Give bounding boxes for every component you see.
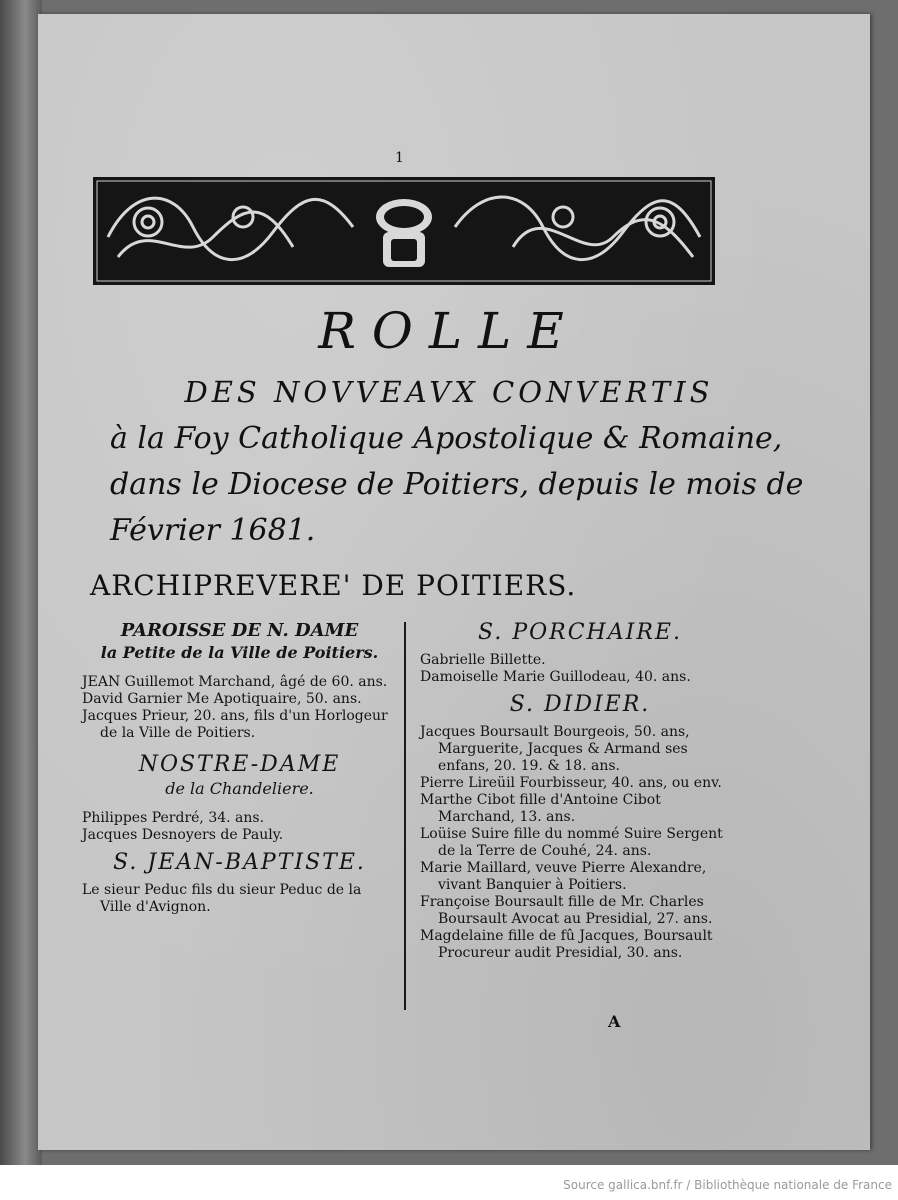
register-entry: Jacques Prieur, 20. ans, fils d'un Horlogeur de la Ville de Poitiers. xyxy=(82,708,388,741)
page-number: 1 xyxy=(395,150,404,166)
register-entry: Jacques Boursault Bourgeois, 50. ans, Marguerite, Jacques & Armand ses enfans, 20. 19. & 18. ans. xyxy=(420,724,690,774)
decorative-headpiece xyxy=(93,177,715,285)
title-line: Février 1681. xyxy=(110,513,316,548)
register-entry: Marie Maillard, veuve Pierre Alexandre, vivant Banquier à Poitiers. xyxy=(420,860,707,893)
parish-heading-sub: la Petite de la Ville de Poitiers. xyxy=(100,643,379,662)
parish-heading: S. PORCHAIRE. xyxy=(478,620,682,645)
parish-heading: S. JEAN-BAPTISTE. xyxy=(113,850,366,875)
right-column xyxy=(420,620,740,962)
parish-heading: PAROISSE DE N. DAME xyxy=(120,620,359,641)
parish-heading-sub: de la Chandeliere. xyxy=(165,779,314,798)
parish-heading: NOSTRE-DAME xyxy=(138,752,341,777)
register-entry: Jacques Desnoyers de Pauly. xyxy=(82,827,284,843)
parish-heading: S. DIDIER. xyxy=(509,692,651,717)
title-subtitle xyxy=(110,416,804,554)
register-entry: David Garnier Me Apotiquaire, 50. ans. xyxy=(82,691,362,707)
register-entry: Le sieur Peduc fils du sieur Peduc de la Ville d'Avignon. xyxy=(82,882,362,915)
register-entry: JEAN Guillemot Marchand, âgé de 60. ans. xyxy=(82,674,388,690)
register-entry: Marthe Cibot fille d'Antoine Cibot Marchand, 13. ans. xyxy=(420,792,661,825)
register-entry: Loüise Suire fille du nommé Suire Sergent de la Terre de Couhé, 24. ans. xyxy=(420,826,723,859)
signature-mark: A xyxy=(608,1012,621,1031)
column-divider xyxy=(404,622,406,1010)
register-entry: Gabrielle Billette. xyxy=(420,652,546,668)
left-column xyxy=(82,620,397,916)
title-rolle: ROLLE xyxy=(318,302,580,360)
source-credit: Source gallica.bnf.fr / Bibliothèque nationale de France xyxy=(563,1178,892,1192)
title-line: à la Foy Catholique Apostolique & Romaine, xyxy=(110,421,783,456)
register-entry: Magdelaine fille de fû Jacques, Boursault Procureur audit Presidial, 30. ans. xyxy=(420,928,713,961)
title-nouveaux-convertis: DES NOVVEAVX CONVERTIS xyxy=(184,375,714,409)
section-heading: ARCHIPREVERE' DE POITIERS. xyxy=(90,569,577,602)
register-entry: Pierre Lireüil Fourbisseur, 40. ans, ou env. xyxy=(420,775,722,791)
register-entry: Françoise Boursault fille de Mr. Charles Boursault Avocat au Presidial, 27. ans. xyxy=(420,894,713,927)
book-spine-edge xyxy=(0,0,42,1165)
title-line: dans le Diocese de Poitiers, depuis le mois de xyxy=(110,467,804,502)
register-entry: Philippes Perdré, 34. ans. xyxy=(82,810,265,826)
register-entry: Damoiselle Marie Guillodeau, 40. ans. xyxy=(420,669,691,685)
